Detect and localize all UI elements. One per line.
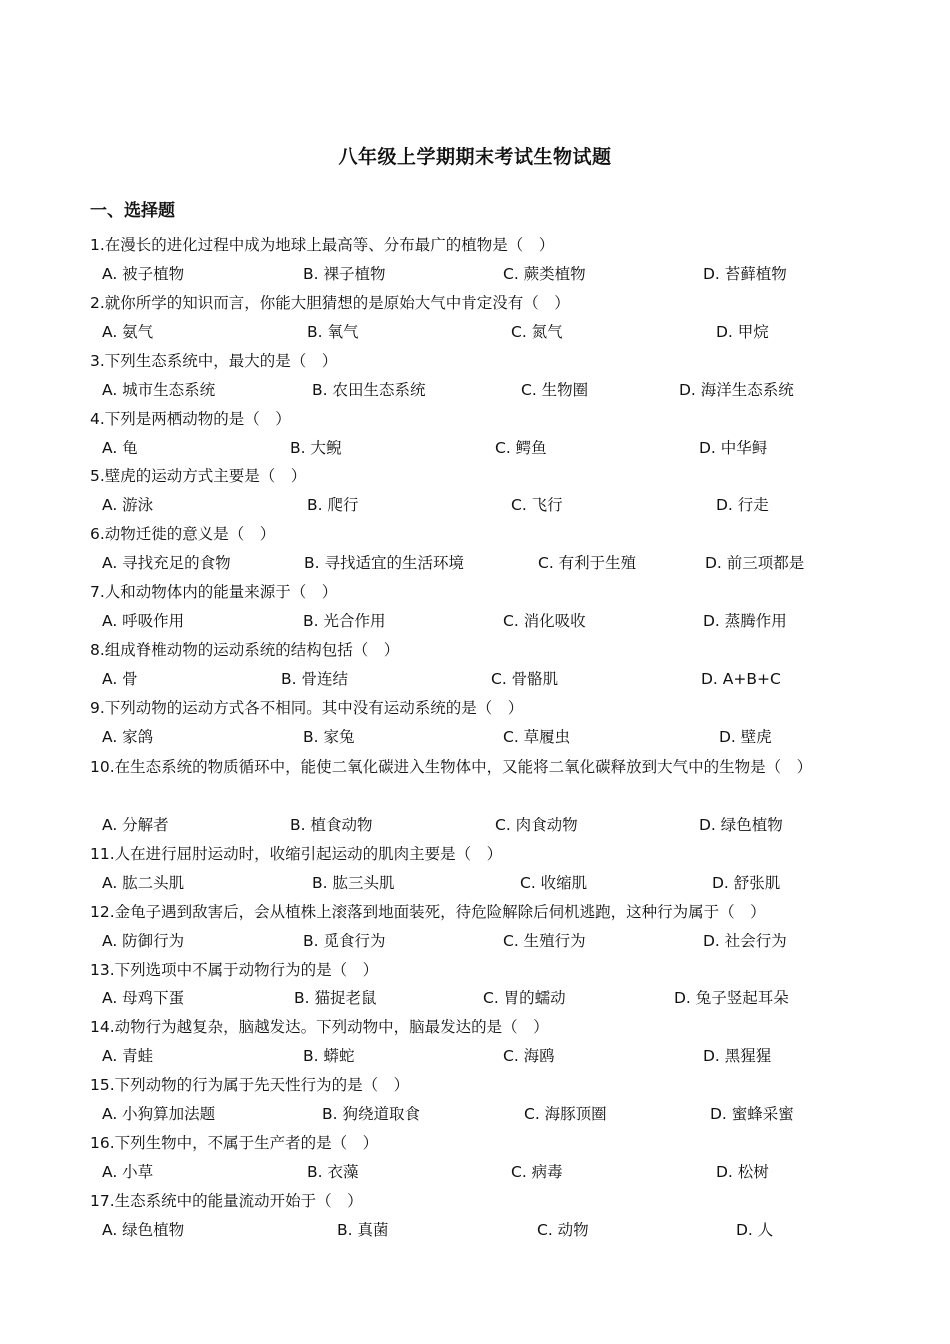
question-1: 1.在漫长的进化过程中成为地球上最高等、分布最广的植物是（ ） <box>90 236 555 254</box>
q2-option-a: A. 氨气 <box>102 323 154 341</box>
q9-option-a: A. 家鸽 <box>102 728 154 746</box>
q4-option-d: D. 中华鲟 <box>699 439 768 457</box>
q5-option-c: C. 飞行 <box>511 496 563 514</box>
q9-option-d: D. 壁虎 <box>719 728 772 746</box>
q8-option-a: A. 骨 <box>102 670 138 688</box>
q3-option-d: D. 海洋生态系统 <box>679 381 794 399</box>
q12-option-a: A. 防御行为 <box>102 932 185 950</box>
q15-option-c: C. 海豚顶圈 <box>524 1105 607 1123</box>
q13-option-b: B. 猫捉老鼠 <box>294 989 377 1007</box>
q6-option-a: A. 寻找充足的食物 <box>102 554 231 572</box>
question-8: 8.组成脊椎动物的运动系统的结构包括（ ） <box>90 641 400 659</box>
q11-option-d: D. 舒张肌 <box>712 874 781 892</box>
q12-option-c: C. 生殖行为 <box>503 932 586 950</box>
q2-option-b: B. 氧气 <box>307 323 359 341</box>
q12-option-b: B. 觅食行为 <box>303 932 386 950</box>
q10-option-b: B. 植食动物 <box>290 816 373 834</box>
q10-option-d: D. 绿色植物 <box>699 816 783 834</box>
q10-option-c: C. 肉食动物 <box>495 816 578 834</box>
q3-option-a: A. 城市生态系统 <box>102 381 216 399</box>
question-3: 3.下列生态系统中，最大的是（ ） <box>90 352 338 370</box>
q4-option-b: B. 大鲵 <box>290 439 342 457</box>
question-5: 5.壁虎的运动方式主要是（ ） <box>90 467 307 485</box>
q13-option-a: A. 母鸡下蛋 <box>102 989 185 1007</box>
q8-option-b: B. 骨连结 <box>281 670 348 688</box>
q7-option-a: A. 呼吸作用 <box>102 612 185 630</box>
question-12: 12.金龟子遇到敌害后，会从植株上滚落到地面装死，待危险解除后伺机逃跑，这种行为属于（ ） <box>90 903 766 921</box>
q7-option-b: B. 光合作用 <box>303 612 386 630</box>
q13-option-d: D. 兔子竖起耳朵 <box>674 989 789 1007</box>
q6-option-b: B. 寻找适宜的生活环境 <box>304 554 464 572</box>
q1-option-d: D. 苔藓植物 <box>703 265 787 283</box>
q6-option-d: D. 前三项都是 <box>705 554 805 572</box>
q1-option-c: C. 蕨类植物 <box>503 265 586 283</box>
q15-option-b: B. 狗绕道取食 <box>322 1105 420 1123</box>
question-2: 2.就你所学的知识而言，你能大胆猜想的是原始大气中肯定没有（ ） <box>90 294 570 312</box>
q11-option-a: A. 肱二头肌 <box>102 874 185 892</box>
q16-option-a: A. 小草 <box>102 1163 154 1181</box>
question-4: 4.下列是两栖动物的是（ ） <box>90 410 291 428</box>
section-heading: 一、选择题 <box>90 201 175 221</box>
q17-option-c: C. 动物 <box>537 1221 589 1239</box>
q1-option-a: A. 被子植物 <box>102 265 185 283</box>
question-9: 9.下列动物的运动方式各不相同。其中没有运动系统的是（ ） <box>90 699 524 717</box>
question-10: 10.在生态系统的物质循环中，能使二氧化碳进入生物体中，又能将二氧化碳释放到大气中的生物是（ ） <box>90 758 813 776</box>
question-7: 7.人和动物体内的能量来源于（ ） <box>90 583 338 601</box>
question-16: 16.下列生物中，不属于生产者的是（ ） <box>90 1134 379 1152</box>
q14-option-a: A. 青蛙 <box>102 1047 154 1065</box>
question-15: 15.下列动物的行为属于先天性行为的是（ ） <box>90 1076 410 1094</box>
q16-option-d: D. 松树 <box>716 1163 769 1181</box>
question-6: 6.动物迁徙的意义是（ ） <box>90 525 276 543</box>
q9-option-b: B. 家兔 <box>303 728 355 746</box>
q3-option-b: B. 农田生态系统 <box>312 381 426 399</box>
q9-option-c: C. 草履虫 <box>503 728 571 746</box>
q1-option-b: B. 裸子植物 <box>303 265 386 283</box>
q8-option-c: C. 骨骼肌 <box>491 670 559 688</box>
q2-option-c: C. 氮气 <box>511 323 563 341</box>
page-title: 八年级上学期期末考试生物试题 <box>338 146 612 168</box>
question-13: 13.下列选项中不属于动物行为的是（ ） <box>90 961 379 979</box>
question-17: 17.生态系统中的能量流动开始于（ ） <box>90 1192 363 1210</box>
q5-option-b: B. 爬行 <box>307 496 359 514</box>
q14-option-c: C. 海鸥 <box>503 1047 555 1065</box>
q15-option-d: D. 蜜蜂采蜜 <box>710 1105 794 1123</box>
q8-option-d: D. A+B+C <box>701 670 781 688</box>
q7-option-d: D. 蒸腾作用 <box>703 612 787 630</box>
q17-option-d: D. 人 <box>736 1221 774 1239</box>
q14-option-d: D. 黑猩猩 <box>703 1047 772 1065</box>
q2-option-d: D. 甲烷 <box>716 323 769 341</box>
q5-option-a: A. 游泳 <box>102 496 154 514</box>
q16-option-b: B. 衣藻 <box>307 1163 359 1181</box>
q6-option-c: C. 有利于生殖 <box>538 554 637 572</box>
q5-option-d: D. 行走 <box>716 496 769 514</box>
q17-option-b: B. 真菌 <box>337 1221 389 1239</box>
q13-option-c: C. 胃的蠕动 <box>483 989 566 1007</box>
q17-option-a: A. 绿色植物 <box>102 1221 185 1239</box>
q11-option-b: B. 肱三头肌 <box>312 874 395 892</box>
question-11: 11.人在进行屈肘运动时，收缩引起运动的肌肉主要是（ ） <box>90 845 503 863</box>
q4-option-c: C. 鳄鱼 <box>495 439 547 457</box>
question-14: 14.动物行为越复杂，脑越发达。下列动物中，脑最发达的是（ ） <box>90 1018 549 1036</box>
q10-option-a: A. 分解者 <box>102 816 169 834</box>
q3-option-c: C. 生物圈 <box>521 381 589 399</box>
q15-option-a: A. 小狗算加法题 <box>102 1105 216 1123</box>
q12-option-d: D. 社会行为 <box>703 932 787 950</box>
q14-option-b: B. 蟒蛇 <box>303 1047 355 1065</box>
q11-option-c: C. 收缩肌 <box>520 874 588 892</box>
q4-option-a: A. 龟 <box>102 439 138 457</box>
q7-option-c: C. 消化吸收 <box>503 612 586 630</box>
q16-option-c: C. 病毒 <box>511 1163 563 1181</box>
